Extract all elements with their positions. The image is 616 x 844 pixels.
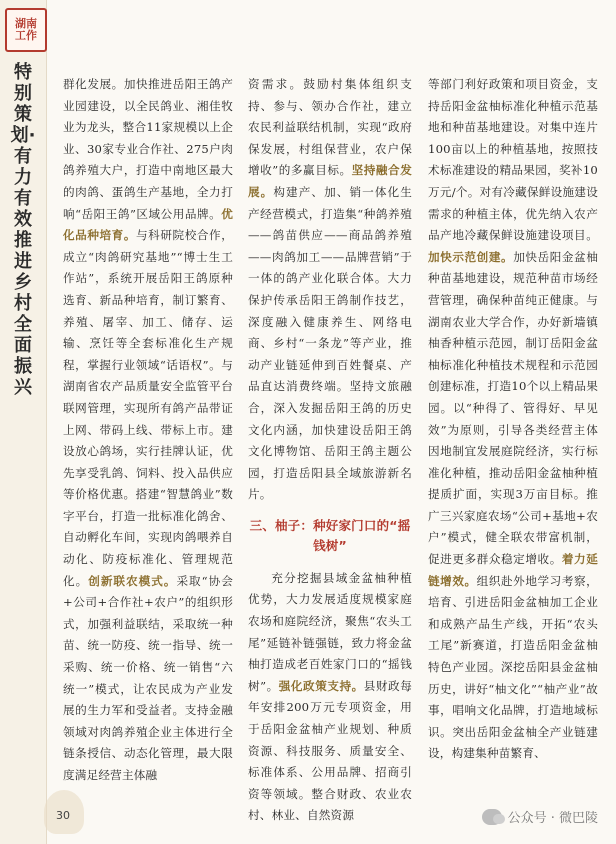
body-text: 群化发展。加快推进岳阳王鸽产业园建设，以全民鸽业、湘佳牧业为龙头，整合11家规模以上企业、30家专业合作社、275户肉鸽养殖大户，打造中南地区最大的肉鸽、蛋鸽生产基地，全力打响“岳阳王鸽”区域公用品牌。 (63, 77, 233, 221)
body-text: 县财政每年安排200万元专项资金，用于岳阳金盆柚产业规划、种质资源、科技服务、质量安全、标准体系、公用品牌、招商引资等领域。整合财政、农业农村、林业、自然资源 (248, 678, 412, 823)
text-column-1 (63, 74, 233, 787)
text-column-2 (248, 74, 412, 827)
highlight-phrase: 强化政策支持。 (278, 678, 364, 693)
highlight-phrase: 着力延链增效。 (428, 552, 598, 588)
paragraph (248, 74, 412, 506)
watermark (482, 807, 598, 826)
paragraph (248, 568, 412, 827)
text-column-3 (428, 74, 598, 765)
section-heading: 三、柚子：种好家门口的“摇钱树” (249, 517, 411, 553)
wechat-icon (482, 809, 502, 825)
body-text: 充分挖掘县域金盆柚种植优势，大力发展适度规模家庭农场和庭院经济，聚焦“农头工尾”延链补链强链，致力将金盆柚打造成老百姓家门口的“摇钱树”。 (248, 570, 412, 693)
body-text: 等部门利好政策和项目资金，支持岳阳金盆柚标准化种植示范基地和种苗基地建设。对集中连片100亩以上的种植基地，按照技术标准建设的精品果园，奖补10万元/个。对有冷藏保鲜设施建设需求的种植主体，优先纳入农产品产地冷藏保鲜设施建设项目。 (428, 77, 598, 243)
body-text: 资需求。鼓励村集体组织支持、参与、领办合作社，建立农民利益联结机制，实现“政府保发展，村组保营业，农户保增收”的多赢目标。 (248, 77, 412, 178)
page-number: 30 (56, 809, 70, 822)
highlight-phrase: 优化品种培育。 (63, 206, 233, 243)
watermark-text: 公众号 · 微巴陵 (507, 811, 598, 826)
body-text: 构建产、加、销一体化生产经营模式，打造集“种鸽养殖——鸽苗供应——商品鸽养殖——肉鸽加工——品牌营销”于一体的鸽产业化联合体。大力保护传承岳阳王鸽制作技艺，深度融入健康养生、网络电商、乡村“一条龙”等产业，推动产业链延伸到百姓餐桌、产品直达消费终端。坚持文旅融合，深入发掘岳阳王鸽的历史文化内涵，加快建设岳阳王鸽文化博物馆、岳阳王鸽主题公园，打造岳阳县全域旅游新名片。 (248, 184, 413, 502)
sidebar (0, 0, 47, 844)
highlight-phrase: 坚持融合发展。 (248, 163, 412, 199)
paragraph (428, 74, 598, 765)
body-text: 组织赴外地学习考察，培育、引进岳阳金盆柚加工企业和成熟产品生产线，开拓“农头工尾”新赛道，打造岳阳金盆柚特色产业园。深挖岳阳县金盆柚历史，讲好“柚文化”“柚产业”故事，唱响文化品牌，打造地域标识。突出岳阳金盆柚全产业链建设，构建集种苗繁育、 (428, 573, 598, 761)
body-text: 加快岳阳金盆柚种苗基地建设，规范种苗市场经营管理，确保种苗纯正健康。与湖南农业大学合作，办好新墙镇柚香种植示范园，制订岳阳金盆柚标准化种植技术规程和示范园创建标准，打造10个以上精品果园。以“种得了、管得好、早见效”为原则，引导各类经营主体因地制宜发展庭院经济，实行标准化种植，推动岳阳金盆柚种植提质扩面，实现3万亩目标。推广三兴家庭农场“公司+基地+农户”模式，健全联农带富机制，促进更多群众稳定增收。 (428, 249, 598, 567)
body-text: 与科研院校合作，成立“肉鸽研究基地”“博士生工作站”，系统开展岳阳王鸽原种选育、新品种培育，制订繁育、养殖、屠宰、加工、储存、运输、烹饪等全套标准化生产规程，掌握行业领域“话语权”。与湖南省农产品质量安全监管平台联网管理，实现所有鸽产品带证上网、带码上线、带标上市。建设放心鸽场，实行挂牌认证，优先享受乳鸽、饲料、投入品供应等价格优惠。搭建“智慧鸽业”数字平台，打造一批标准化鸽舍、自动孵化车间，实现肉鸽喂养自动化、防疫标准化、管理规范化。 (63, 228, 233, 588)
logo-text: 湖南 工作 (15, 17, 37, 42)
highlight-phrase: 加快示范创建。 (428, 249, 514, 264)
body-text: 采取“协会+公司+合作社+农户”的组织形式，加强利益联结，采取统一种苗、统一防疫、统一指导、统一采购、统一价格、统一销售“六统一”模式，让农民成为产业发展的生力军和受益者。支持金融领域对肉鸽养殖企业主体进行全链条授信、动态化管理，最大限度满足经营主体融 (63, 573, 233, 782)
magazine-logo (5, 8, 47, 52)
highlight-phrase: 创新联农模式。 (88, 573, 177, 588)
section-title: 特别策划·有力有效推进乡村全面振兴 (10, 62, 36, 398)
paragraph (63, 74, 233, 787)
